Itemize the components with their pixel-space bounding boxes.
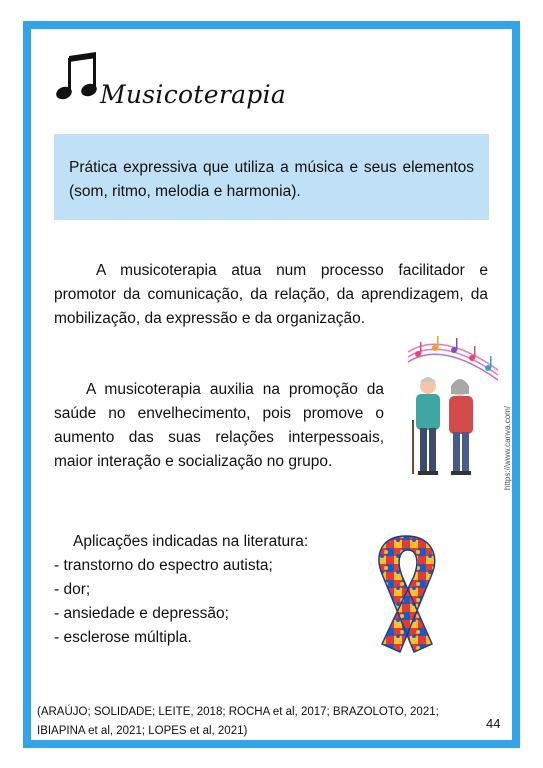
application-item: - esclerose múltipla. <box>54 629 192 646</box>
page-number: 44 <box>486 716 501 731</box>
application-item: - dor; <box>54 581 91 598</box>
image-credit: https://www.canva.com/ <box>503 405 512 490</box>
page-title: Musicoterapia <box>100 80 287 109</box>
paragraph-communication: A musicoterapia atua num processo facilitador e promotor da comunicação, da relação, da aprendizagem, da mobilização, da expressão e da organização. <box>54 262 488 327</box>
applications-section <box>54 530 354 650</box>
elderly-couple-music-illustration <box>402 330 502 480</box>
references: (ARAÚJO; SOLIDADE; LEITE, 2018; ROCHA et al, 2017; BRAZOLOTO, 2021; IBIAPINA et al, 2021; LOPES et al, 2021) <box>37 706 439 737</box>
music-note-icon <box>56 50 98 102</box>
applications-heading: Aplicações indicadas na literatura: <box>73 533 309 550</box>
application-item: - transtorno do espectro autista; <box>54 557 273 574</box>
paragraph-aging: A musicoterapia auxilia na promoção da saúde no envelhecimento, pois promove o aumento das suas relações interpessoais, maior interação e socialização no grupo. <box>54 381 384 470</box>
definition-box <box>54 134 489 220</box>
definition-text: Prática expressiva que utiliza a música e seus elementos (som, ritmo, melodia e harmonia). <box>69 159 474 200</box>
application-item: - ansiedade e depressão; <box>54 605 229 622</box>
autism-puzzle-ribbon-illustration <box>362 532 448 656</box>
